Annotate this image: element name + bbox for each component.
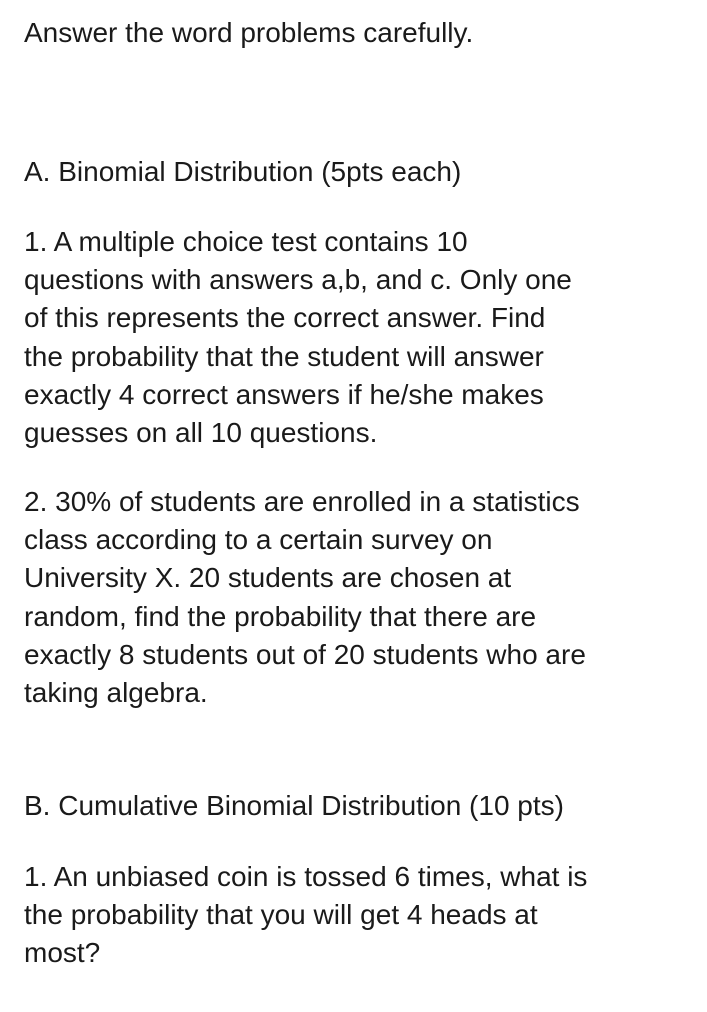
problem-line: University X. 20 students are chosen at — [24, 562, 512, 594]
problem-line: exactly 4 correct answers if he/she makes — [24, 378, 544, 410]
problem-line: 1. An unbiased coin is tossed 6 times, what is — [24, 861, 588, 892]
problem-line: the probability that you will get 4 heads at — [24, 899, 538, 931]
problem-line: the probability that the student will answer — [24, 340, 544, 372]
section-a-heading — [24, 153, 461, 191]
problem-b1 — [24, 858, 587, 973]
problem-a1 — [24, 223, 572, 452]
problem-line: random, find the probability that there are — [24, 600, 537, 632]
problem-a2 — [24, 483, 586, 712]
problem-line: class according to a certain survey on — [24, 524, 493, 556]
problem-line: of this represents the correct answer. Find — [24, 302, 546, 334]
section-a-title: A. Binomial Distribution (5pts each) — [24, 156, 462, 187]
instructions-line: Answer the word problems carefully. — [24, 17, 474, 48]
problem-line: 1. A multiple choice test contains 10 — [24, 226, 468, 257]
problem-line: 2. 30% of students are enrolled in a statistics — [24, 486, 580, 517]
section-b-title: B. Cumulative Binomial Distribution (10 pts) — [24, 790, 564, 821]
instructions-text — [24, 14, 473, 52]
problem-line: taking algebra. — [24, 677, 208, 709]
problem-line: guesses on all 10 questions. — [24, 417, 378, 449]
section-b-heading — [24, 787, 564, 825]
problem-line: questions with answers a,b, and c. Only one — [24, 264, 572, 296]
problem-line: most? — [24, 937, 101, 969]
problem-line: exactly 8 students out of 20 students who are — [24, 638, 586, 670]
